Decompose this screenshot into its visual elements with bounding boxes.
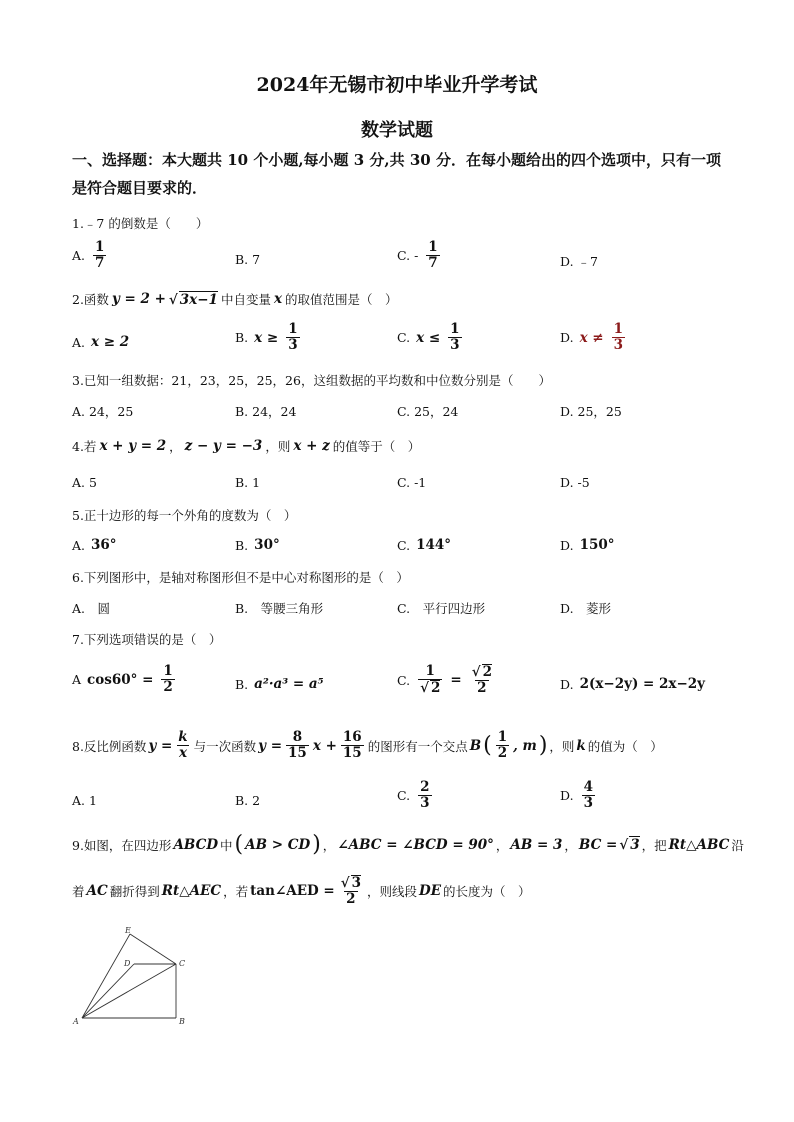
segment-ec <box>130 934 176 964</box>
q5-option-c[interactable]: C. 144° <box>397 537 452 553</box>
q6-option-c[interactable]: C. 平行四边形 <box>397 601 486 616</box>
q3-option-c[interactable]: C. 25，24 <box>397 404 459 419</box>
exam-subtitle: 数学试题 <box>361 120 433 141</box>
question-6-stem: 6.下列图形中，是轴对称图形但不是中心对称图形的是（ ） <box>72 570 409 585</box>
q2-option-b[interactable]: B. x ≥ $\frac{1}{3}$ <box>235 321 298 353</box>
q1-option-c[interactable]: C. - $\frac{1}{7}$ <box>397 239 438 271</box>
q7-option-b[interactable]: B. a²·a³ = a⁵ <box>235 676 324 692</box>
q2-option-d[interactable]: D. x ≠ $\frac{1}{3}$ <box>560 321 624 353</box>
q1-option-a[interactable]: A. $\frac{1}{7}$ <box>72 239 105 271</box>
q3-option-b[interactable]: B. 24，24 <box>235 404 297 419</box>
q8-option-d[interactable]: D. $\frac{4}{3}$ <box>560 779 593 811</box>
q1-option-b[interactable]: B. 7 <box>235 252 261 267</box>
q3-option-d[interactable]: D. 25，25 <box>560 404 622 419</box>
fraction: $\frac{1}{7}$ <box>95 239 105 271</box>
question-9-stem: 9.如图，在四边形 ABCD 中 ( AB > CD ) ， ∠ABC = ∠BCD = 90° ， AB = 3 ， BC = √ 3 ，把 Rt△ABC 沿 <box>72 832 744 857</box>
question-2-stem: 2.函数 y = 2 + √ 3x−1 中自变量 x 的取值范围是（ ） <box>72 291 398 308</box>
question-3-stem: 3.已知一组数据：21，23，25，25，26，这组数据的平均数和中位数分别是（ ） <box>72 373 551 388</box>
label-b: B <box>179 1017 185 1026</box>
q7-option-a[interactable]: A cos60° = $\frac{1}{2}$ <box>72 663 173 695</box>
label-e: E <box>125 926 131 935</box>
question-7-stem: 7.下列选项错误的是（ ） <box>72 632 222 647</box>
q4-option-d[interactable]: D. -5 <box>560 475 590 490</box>
q5-option-a[interactable]: A. 36° <box>72 537 117 553</box>
q3-option-a[interactable]: A. 24，25 <box>72 404 134 419</box>
q5-option-d[interactable]: D. 150° <box>560 537 615 553</box>
q8-option-c[interactable]: C. $\frac{2}{3}$ <box>397 779 430 811</box>
q5-option-b[interactable]: B. 30° <box>235 537 280 553</box>
q1-option-d[interactable]: D. ﹣7 <box>560 254 598 269</box>
q7-option-c[interactable]: C. $\frac{1}{√ 2}$ = $\frac{√ 2}{2}$ <box>397 663 492 696</box>
exam-title: 2024年无锡市初中毕业升学考试 <box>256 74 538 96</box>
q8-option-b[interactable]: B. 2 <box>235 793 261 808</box>
q4-option-c[interactable]: C. -1 <box>397 475 427 490</box>
q4-option-a[interactable]: A. 5 <box>72 475 97 490</box>
geometry-figure <box>68 924 198 1034</box>
section-heading: 一、选择题：本大题共 10 个小题,每小题 3 分,共 30 分．在每小题给出的四个选项中，只有一项是符合题目要求的． <box>72 151 721 197</box>
fraction: $\frac{1}{7}$ <box>428 239 438 271</box>
question-9-stem-line2: 着 AC 翻折得到 Rt△AEC ，若 tan∠AED = $\frac{√ 3}{2}$ ，则线段 DE 的长度为（ ） <box>72 875 531 907</box>
segment-ac <box>82 964 176 1018</box>
q6-option-a[interactable]: A. 圆 <box>72 601 111 616</box>
question-5-stem: 5.正十边形的每一个外角的度数为（ ） <box>72 508 297 523</box>
q6-option-d[interactable]: D. 菱形 <box>560 601 612 616</box>
q2-option-c[interactable]: C. x ≤ $\frac{1}{3}$ <box>397 321 460 353</box>
label-d: D <box>124 959 131 968</box>
question-8-stem: 8.反比例函数 y = $\frac{k}{x}$ 与一次函数 y = $\frac{8}{15}$ x + $\frac{16}{15}$ 的图形有一个交点 B ( $\frac{1}{2}$ , m ) ，则 k 的值为（ ） <box>72 729 663 761</box>
q2-option-a[interactable]: A. x ≥ 2 <box>72 334 130 350</box>
q6-option-b[interactable]: B. 等腰三角形 <box>235 601 324 616</box>
label-c: C <box>179 959 186 968</box>
q7-option-d[interactable]: D. 2(x−2y) = 2x−2y <box>560 676 706 692</box>
q8-option-a[interactable]: A. 1 <box>72 793 97 808</box>
label-a: A <box>73 1017 79 1026</box>
question-1-stem: 1.﹣7 的倒数是（ ） <box>72 216 209 231</box>
question-4-stem: 4.若 x + y = 2 ， z − y = −3 ，则 x + z 的值等于（ ） <box>72 438 421 454</box>
q4-option-b[interactable]: B. 1 <box>235 475 261 490</box>
